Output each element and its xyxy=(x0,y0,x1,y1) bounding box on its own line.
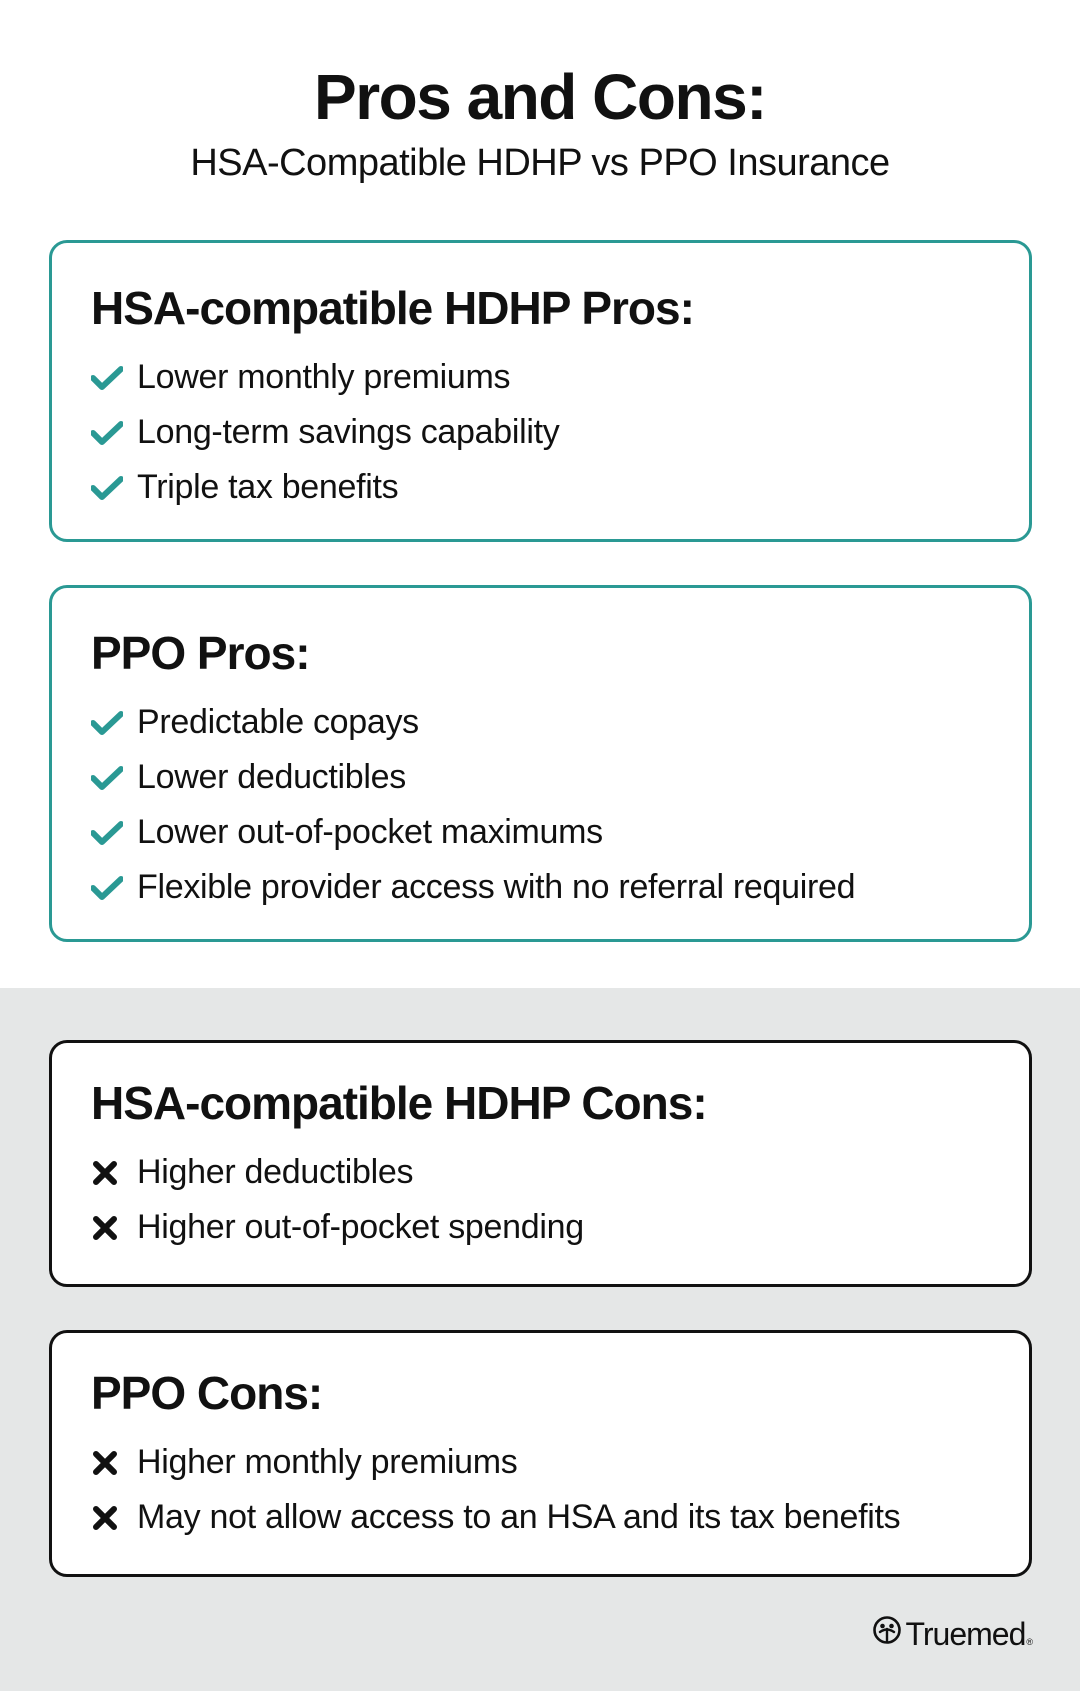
check-icon xyxy=(91,815,137,851)
list-item xyxy=(91,750,1029,805)
list-item xyxy=(91,460,1029,515)
card-title: PPO Cons: xyxy=(91,1367,323,1419)
list-item-label: Predictable copays xyxy=(137,703,419,741)
list-item-label: May not allow access to an HSA and its tax benefits xyxy=(137,1498,901,1536)
list-item xyxy=(91,1145,1029,1200)
list-item-label: Lower deductibles xyxy=(137,758,406,796)
list-item xyxy=(91,1490,1029,1545)
ppo-cons-card xyxy=(49,1330,1032,1577)
list-item-label: Higher out-of-pocket spending xyxy=(137,1208,584,1246)
x-icon xyxy=(91,1210,137,1246)
check-icon xyxy=(91,415,137,451)
list-item xyxy=(91,1200,1029,1255)
list-item xyxy=(91,805,1029,860)
x-icon xyxy=(91,1155,137,1191)
list-item xyxy=(91,860,1029,915)
truemed-logo-icon xyxy=(872,1615,906,1653)
x-icon xyxy=(91,1445,137,1481)
check-icon xyxy=(91,870,137,906)
list-item-label: Lower monthly premiums xyxy=(137,358,511,396)
list-item-label: Flexible provider access with no referral required xyxy=(137,868,856,906)
list-item xyxy=(91,1435,1029,1490)
check-icon xyxy=(91,760,137,796)
list-item xyxy=(91,695,1029,750)
hdhp-cons-card xyxy=(49,1040,1032,1287)
card-title: PPO Pros: xyxy=(91,627,310,679)
check-icon xyxy=(91,705,137,741)
card-title: HSA-compatible HDHP Cons: xyxy=(91,1077,707,1129)
list-item-label: Lower out-of-pocket maximums xyxy=(137,813,603,851)
list-item-label: Higher deductibles xyxy=(137,1153,414,1191)
brand-name: Truemed xyxy=(905,1615,1026,1652)
list-item xyxy=(91,350,1029,405)
list-item-label: Triple tax benefits xyxy=(137,468,399,506)
check-icon xyxy=(91,360,137,396)
registered-mark: ® xyxy=(1026,1637,1032,1647)
hdhp-pros-card xyxy=(49,240,1032,542)
list-item-label: Long-term savings capability xyxy=(137,413,560,451)
card-title: HSA-compatible HDHP Pros: xyxy=(91,282,694,334)
check-icon xyxy=(91,470,137,506)
page-subtitle: HSA-Compatible HDHP vs PPO Insurance xyxy=(190,142,890,184)
list-item xyxy=(91,405,1029,460)
x-icon xyxy=(91,1500,137,1536)
brand-logo xyxy=(872,1615,1033,1653)
page-title: Pros and Cons: xyxy=(314,61,766,133)
list-item-label: Higher monthly premiums xyxy=(137,1443,518,1481)
ppo-pros-card xyxy=(49,585,1032,942)
